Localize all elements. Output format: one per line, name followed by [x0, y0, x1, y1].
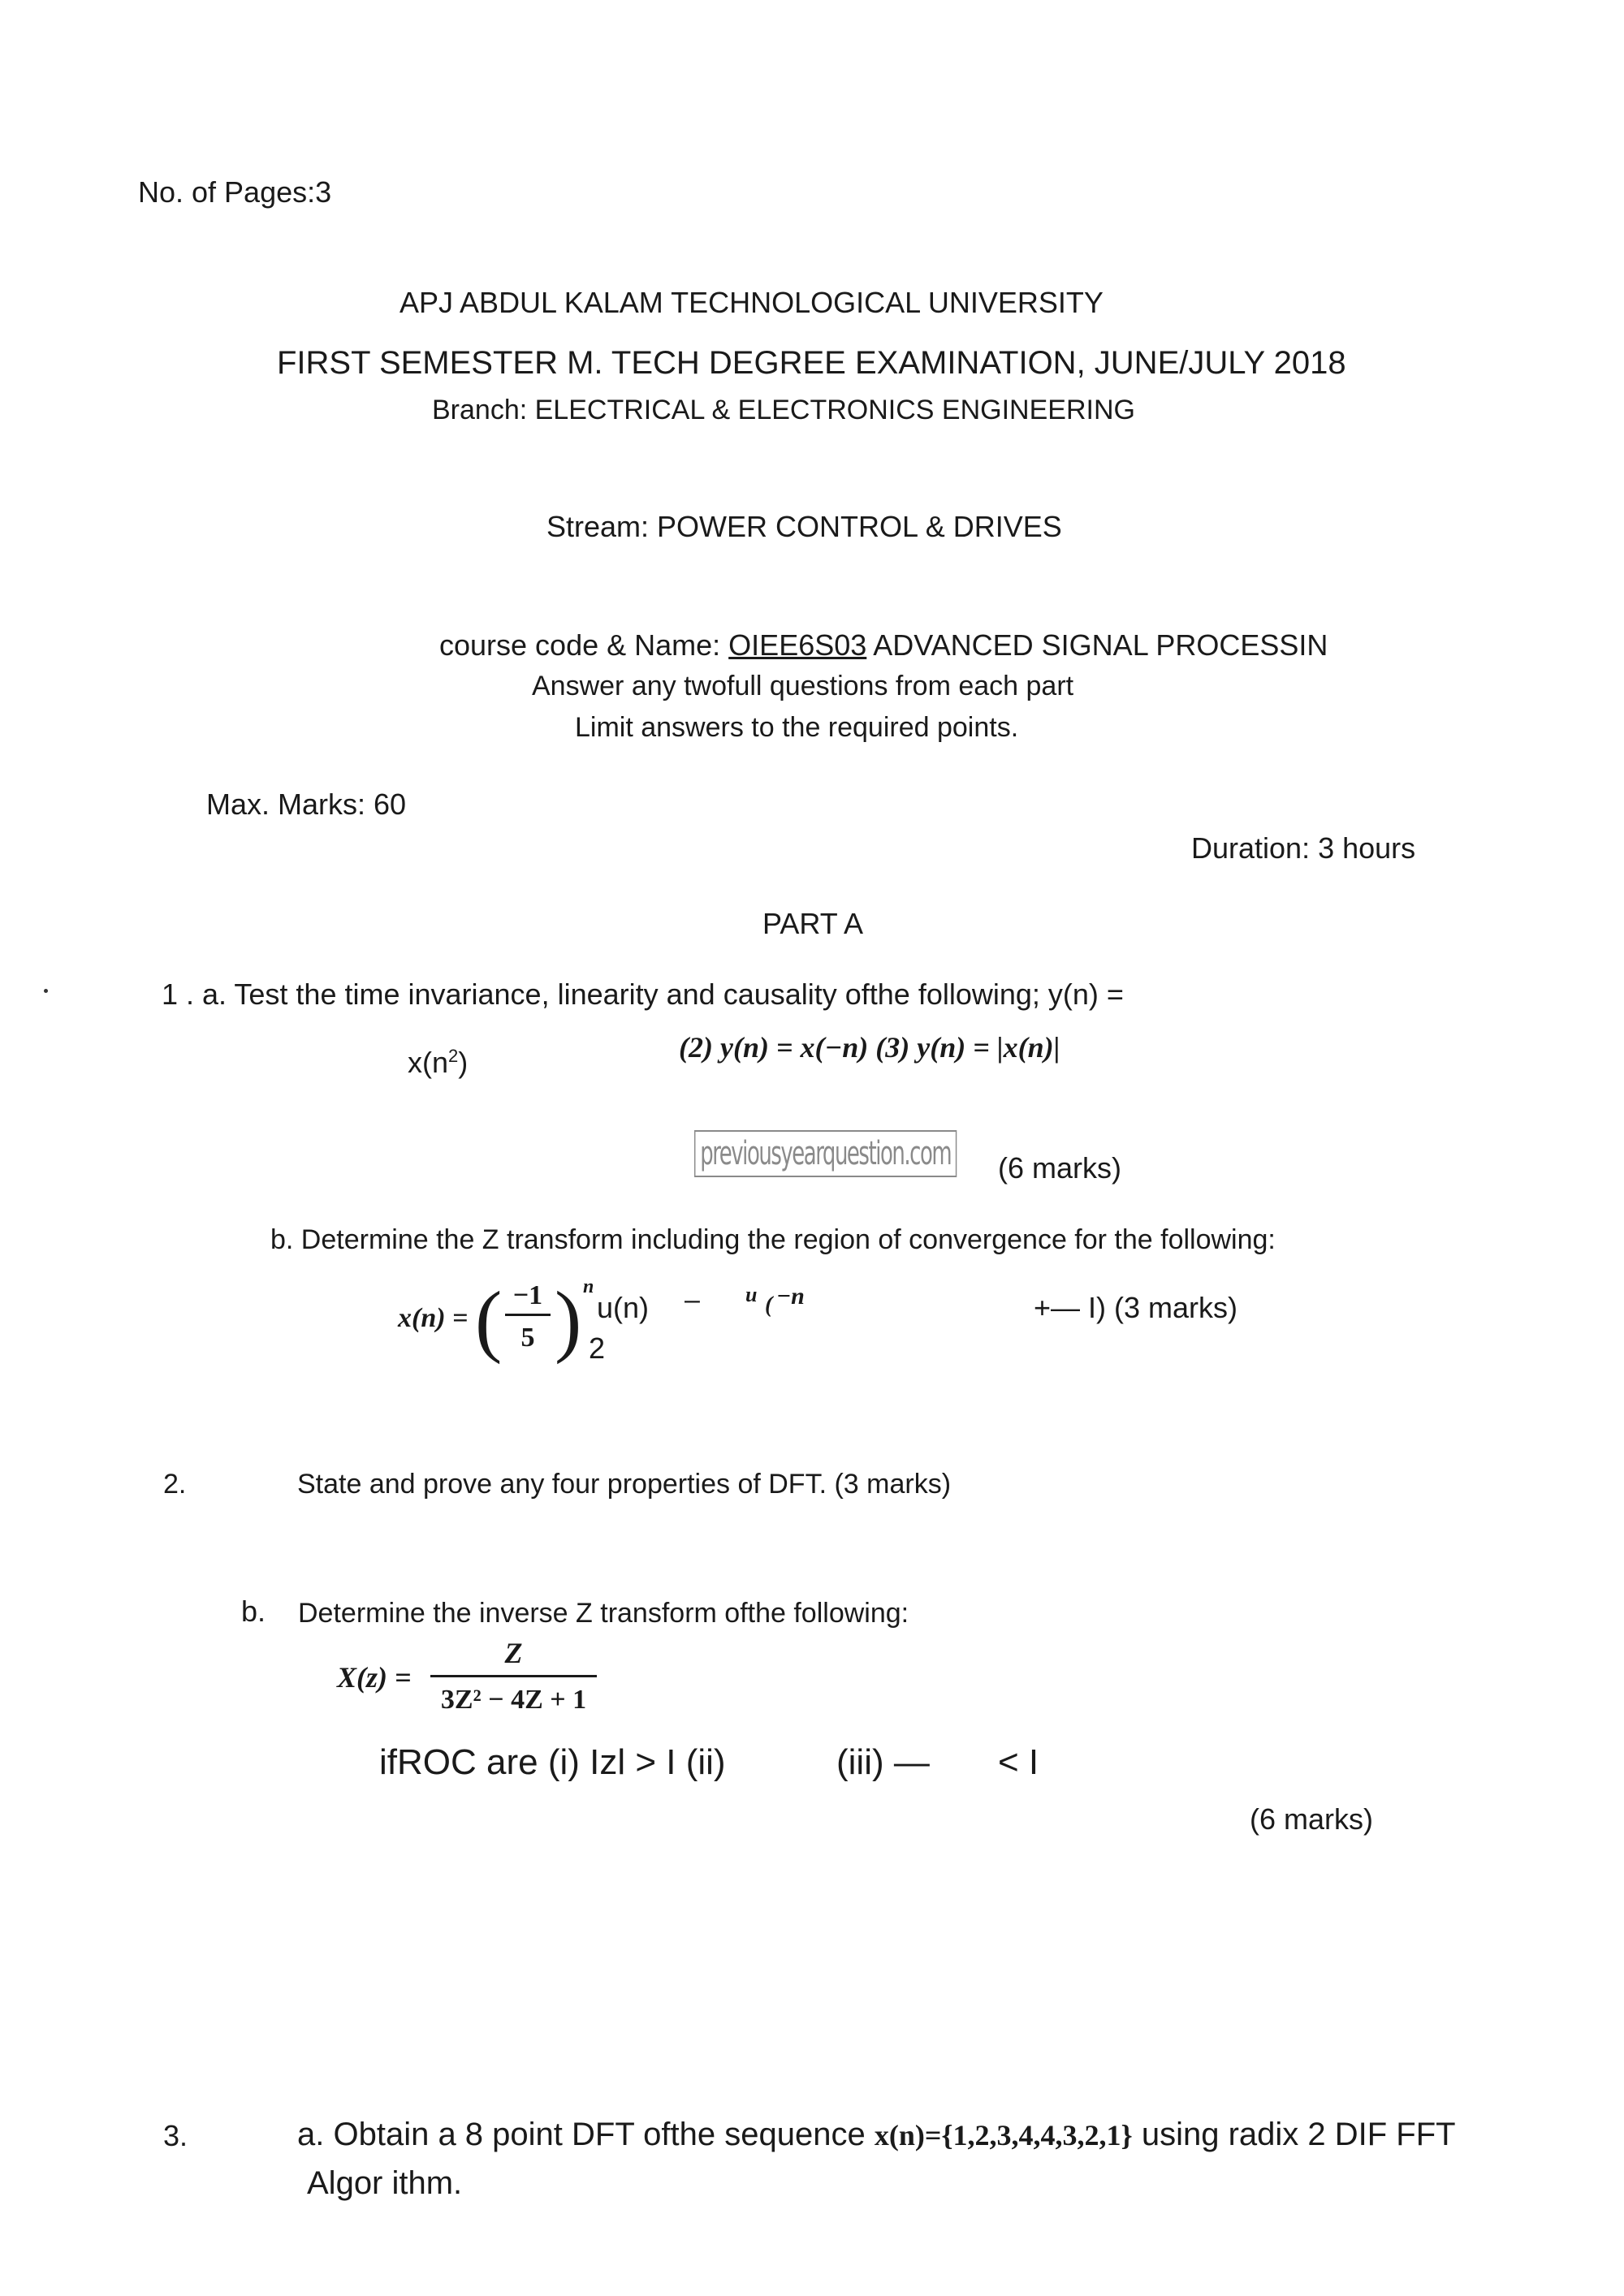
q2b-roc: ifROC are (i) Izl > I (ii): [379, 1742, 726, 1782]
q1b-left-paren: (: [475, 1275, 503, 1365]
stream: Stream: POWER CONTROL & DRIVES: [546, 510, 1062, 543]
q1b-frac-bar: [505, 1314, 551, 1316]
stray-dot: [44, 989, 48, 993]
course-name: ADVANCED SIGNAL PROCESSIN: [866, 628, 1328, 662]
max-marks: Max. Marks: 60: [206, 788, 407, 821]
q1a-equations: (2) y(n) = x(−n) (3) y(n) = |x(n)|: [679, 1031, 1060, 1064]
q1b-two: 2: [589, 1331, 606, 1365]
q2b-frac-bar: [430, 1675, 597, 1677]
university-name: APJ ABDUL KALAM TECHNOLOGICAL UNIVERSITY: [400, 286, 1104, 319]
q2b-numerator: Z: [504, 1637, 523, 1669]
q1b-u: u: [745, 1283, 758, 1306]
q3-text-a: a. Obtain a 8 point DFT ofthe sequence: [297, 2117, 875, 2152]
q3-text-line2: Algor ithm.: [307, 2165, 463, 2201]
q1b-right-paren: ): [555, 1275, 582, 1365]
q1a-x-n2-sup: 2: [448, 1046, 459, 1066]
q2b-label: b.: [241, 1595, 266, 1628]
q2b-iii: (iii) —: [836, 1742, 930, 1782]
instruction-answer: Answer any twofull questions from each part: [532, 671, 1074, 701]
q3-number: 3.: [163, 2119, 188, 2152]
course-code: OIEE6S03: [728, 628, 867, 662]
exam-title: FIRST SEMESTER M. TECH DEGREE EXAMINATION, JUNE/JULY 2018: [277, 345, 1346, 381]
q3-sequence: x(n)={1,2,3,4,4,3,2,1}: [874, 2119, 1133, 2151]
q2b-text: Determine the inverse Z transform ofthe following:: [298, 1598, 909, 1629]
q1b-minus-n: −n: [776, 1283, 805, 1310]
q1b-frac-den: 5: [520, 1323, 535, 1353]
q2b-lhs: X(z) =: [337, 1661, 412, 1694]
course-line: [439, 628, 1328, 662]
course-prefix: course code & Name:: [439, 628, 729, 662]
q1a-x-n2-close: ): [458, 1046, 469, 1079]
page-count: No. of Pages:3: [138, 175, 332, 209]
q2b-lt: < I: [998, 1742, 1039, 1782]
q1b-power: n: [583, 1276, 594, 1297]
part-title: PART A: [762, 907, 864, 940]
q2-number: 2.: [163, 1469, 187, 1500]
q1b-tail-marks: +— I) (3 marks): [1034, 1291, 1238, 1324]
q1a-text: 1 . a. Test the time invariance, linearity and causality ofthe following; y(n) =: [162, 978, 1124, 1011]
q3-text-line1: [297, 2116, 1456, 2153]
branch: Branch: ELECTRICAL & ELECTRONICS ENGINEERING: [432, 395, 1135, 425]
instruction-limit: Limit answers to the required points.: [575, 712, 1019, 743]
q1a-marks: (6 marks): [998, 1151, 1121, 1185]
watermark: previousyearquestion.com: [694, 1130, 957, 1177]
q2b-marks: (6 marks): [1250, 1802, 1373, 1836]
q1b-text: b. Determine the Z transform including the region of convergence for the following:: [270, 1224, 1276, 1255]
duration: Duration: 3 hours: [1191, 831, 1416, 865]
q1b-un: u(n): [597, 1291, 650, 1324]
q1b-frac-num: −1: [512, 1280, 543, 1310]
q1b-x-lhs: x(n) =: [398, 1303, 469, 1333]
q1a-x-n2: [408, 1046, 468, 1079]
q1b-paren: (: [765, 1293, 773, 1318]
q2b-denominator: 3Z² − 4Z + 1: [440, 1685, 587, 1715]
q2-text: State and prove any four properties of DFT. (3 marks): [297, 1469, 952, 1500]
q1b-dash: –: [685, 1284, 700, 1315]
q3-text-b: using radix 2 DIF FFT: [1132, 2117, 1456, 2152]
q1a-x-n2-base: x(n: [408, 1046, 449, 1079]
